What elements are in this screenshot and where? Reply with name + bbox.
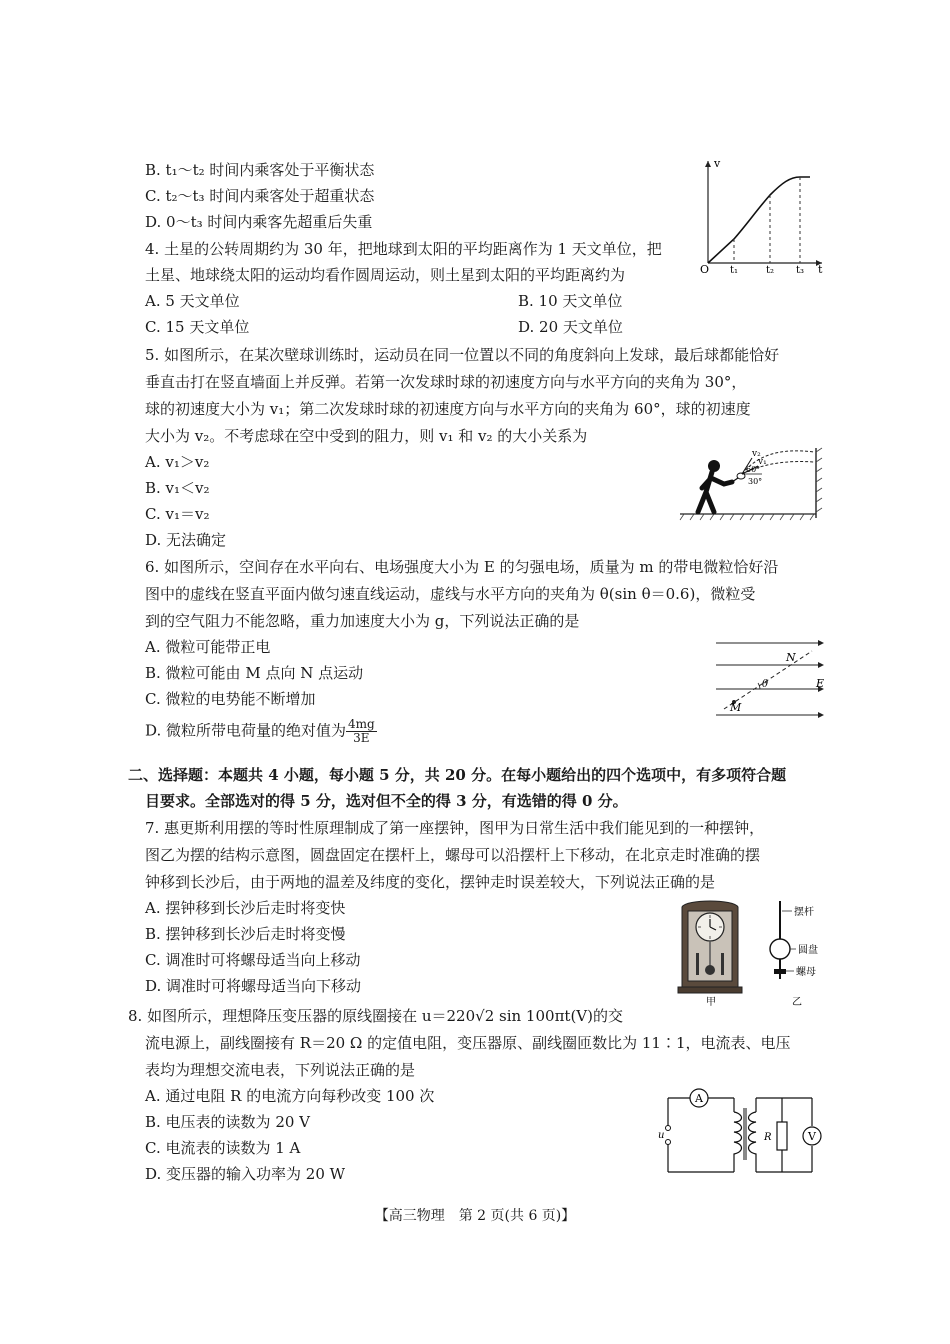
q4-option-b: B. 10 天文单位 [518,292,623,310]
q6-option-d-prefix: D. 微粒所带电荷量的绝对值为 [145,721,347,740]
svg-text:V: V [808,1130,816,1143]
q6-fraction-denominator: 3E [353,731,370,745]
q5-angle60-label: 60° [746,465,761,474]
q7-disk-label: 圆盘 [798,945,818,956]
q8-resistor-label: R [764,1132,772,1143]
q4-stem-line2: 土星、地球绕太阳的运动均看作圆周运动，则土星到太阳的平均距离约为 [145,266,626,284]
q5-option-b: B. v₁＜v₂ [145,479,210,497]
q3-o-label: O [700,263,710,276]
q8-option-c: C. 电流表的读数为 1 A [145,1139,301,1157]
q3-t-label: t [818,263,823,276]
q6-m-label: M [730,701,742,714]
q5-squash-figure [678,440,826,522]
q8-source-label: u [658,1130,665,1141]
pendulum-clock-icon [678,901,742,993]
q4-option-a: A. 5 天文单位 [145,292,240,310]
q6-option-b: B. 微粒可能由 M 点向 N 点运动 [145,664,364,682]
q6-option-d-fraction [346,718,377,745]
q6-theta-label: θ [762,679,769,690]
squash-player-icon [698,460,732,512]
ac-source-icon [666,1126,671,1145]
q7-jia-label: 甲 [706,997,716,1008]
svg-text:A: A [695,1092,703,1105]
voltmeter-icon [803,1127,821,1145]
q8-circuit-figure [660,1080,832,1182]
q5-v1-label: v₁ [758,457,767,467]
q8-option-a: A. 通过电阻 R 的电流方向每秒改变 100 次 [145,1087,435,1105]
q7-nut-label: 螺母 [796,967,816,978]
q4-option-c: C. 15 天文单位 [145,318,250,336]
q7-option-c: C. 调准时可将螺母适当向上移动 [145,951,361,969]
q8-stem-line1: 8. 如图所示，理想降压变压器的原线圈接在 u＝220√2 sin 100πt(V)的交 [128,1007,623,1025]
q8-option-d: D. 变压器的输入功率为 20 W [145,1165,346,1183]
q4-option-d: D. 20 天文单位 [518,318,623,336]
q5-angle30-label: 30° [748,477,763,486]
q6-option-d [145,718,377,745]
q3-option-c: C. t₂～t₃ 时间内乘客处于超重状态 [145,187,375,205]
section2-heading-line2: 目要求。全部选对的得 5 分，选对但不全的得 3 分，有选错的得 0 分。 [145,792,628,810]
resistor-icon [777,1122,787,1150]
page-footer: 【高三物理 第 2 页(共 6 页)】 [374,1208,576,1224]
q7-rod-label: 摆杆 [794,907,814,918]
q6-option-a: A. 微粒可能带正电 [145,638,271,656]
q6-n-label: N [786,651,796,664]
q6-field-figure [712,635,830,725]
q7-clock-figure [676,895,836,1007]
q7-option-d: D. 调准时可将螺母适当向下移动 [145,977,362,995]
q3-t2-label: t₂ [766,265,775,276]
q8-stem-line3: 表均为理想交流电表，下列说法正确的是 [145,1061,416,1079]
q6-fraction-numerator: 4mg [348,717,375,731]
q3-vt-graph [700,155,830,275]
q7-option-b: B. 摆钟移到长沙后走时将变慢 [145,925,346,943]
q5-option-a: A. v₁＞v₂ [145,453,210,471]
q7-stem-line3: 钟移到长沙后，由于两地的温差及纬度的变化，摆钟走时误差较大，下列说法正确的是 [145,873,716,891]
q3-option-d: D. 0～t₃ 时间内乘客先超重后失重 [145,213,373,231]
q5-v2-label: v₂ [752,449,761,459]
q3-v-label: v [714,157,721,170]
q6-e-label: E [816,677,825,690]
q3-t1-label: t₁ [730,265,739,276]
q3-option-b: B. t₁～t₂ 时间内乘客处于平衡状态 [145,161,375,179]
ammeter-icon [690,1089,708,1107]
section2-heading-line1: 二、选择题：本题共 4 小题，每小题 5 分，共 20 分。在每小题给出的四个选项中，有多项符合题 [128,766,787,784]
q8-stem-line2: 流电源上，副线圈接有 R＝20 Ω 的定值电阻，变压器原、副线圈匝数比为 11∶1，电流表、电压 [145,1034,791,1052]
q5-stem-line3: 球的初速度大小为 v₁；第二次发球时球的初速度方向与水平方向的夹角为 60°，球的初速度 [145,400,751,418]
q6-stem-line3: 到的空气阻力不能忽略，重力加速度大小为 g，下列说法正确的是 [145,612,580,630]
q7-stem-line1: 7. 惠更斯利用摆的等时性原理制成了第一座摆钟，图甲为日常生活中我们能见到的一种摆钟， [145,819,765,837]
q5-stem-line1: 5. 如图所示，在某次壁球训练时，运动员在同一位置以不同的角度斜向上发球，最后球都能恰好 [145,346,780,364]
q5-stem-line4: 大小为 v₂。不考虑球在空中受到的阻力，则 v₁ 和 v₂ 的大小关系为 [145,427,588,445]
q7-stem-line2: 图乙为摆的结构示意图，圆盘固定在摆杆上，螺母可以沿摆杆上下移动，在北京走时准确的摆 [145,846,761,864]
q5-option-c: C. v₁＝v₂ [145,505,210,523]
q6-stem-line1: 6. 如图所示，空间存在水平向右、电场强度大小为 E 的匀强电场，质量为 m 的带电微粒恰好沿 [145,558,779,576]
q7-option-a: A. 摆钟移到长沙后走时将变快 [145,899,346,917]
q5-option-d: D. 无法确定 [145,531,227,549]
q5-stem-line2: 垂直击打在竖直墙面上并反弹。若第一次发球时球的初速度方向与水平方向的夹角为 30°， [145,373,747,391]
q8-option-b: B. 电压表的读数为 20 V [145,1113,311,1131]
q6-option-c: C. 微粒的电势能不断增加 [145,690,316,708]
q6-stem-line2: 图中的虚线在竖直平面内做匀速直线运动，虚线与水平方向的夹角为 θ(sin θ＝0.6)，微粒受 [145,585,756,603]
q4-stem-line1: 4. 土星的公转周期约为 30 年，把地球到太阳的平均距离作为 1 天文单位，把 [145,240,662,258]
q7-yi-label: 乙 [792,997,802,1008]
q3-t3-label: t₃ [796,265,805,276]
